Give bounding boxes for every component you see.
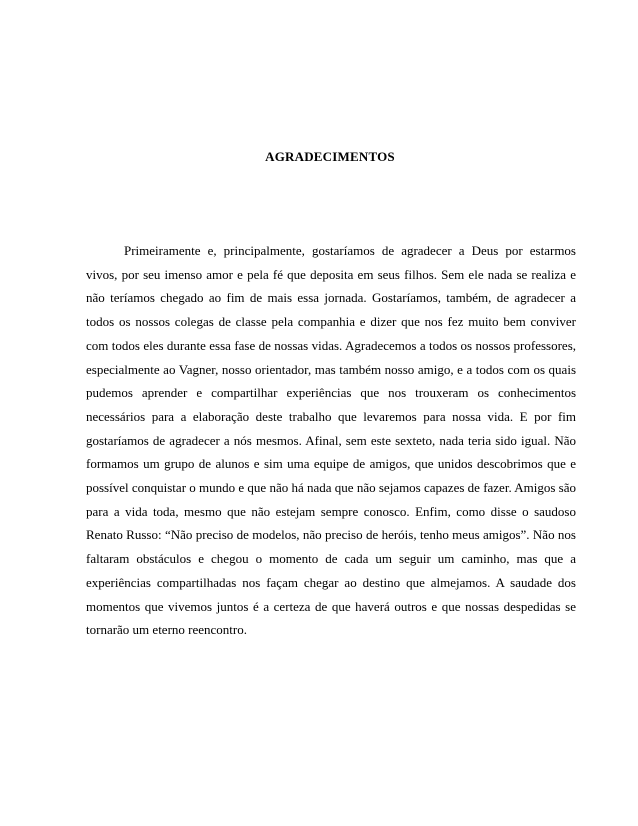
acknowledgments-paragraph: Primeiramente e, principalmente, gostaríamos de agradecer a Deus por estarmos vivos, por seu imenso amor e pela fé que deposita em seus filhos. Sem ele nada se realiza e não teríamos chegado ao fim de mais essa jornada. Gostaríamos, também, de agradecer a todos os nossos colegas de classe pela companhia e dizer que nos fez muito bem conviver com todos eles durante essa fase de nossas vidas. Agradecemos a todos os nossos professores, especialmente ao Vagner, nosso orientador, mas também nosso amigo, e a todos com os quais pudemos aprender e compartilhar experiências que nos trouxeram os conhecimentos necessários para a elaboração deste trabalho que levaremos para nossa vida. E por fim gostaríamos de agradecer a nós mesmos. Afinal, sem este sexteto, nada teria sido igual. Não formamos um grupo de alunos e sim uma equipe de amigos, que unidos descobrimos que e possível conquistar o mundo e que não há nada que não sejamos capazes de fazer. Amigos são para a vida toda, mesmo que não estejam sempre conosco. Enfim, como disse o saudoso Renato Russo: “Não preciso de modelos, não preciso de heróis, tenho meus amigos”. Não nos faltaram obstáculos e chegou o momento de cada um seguir um caminho, mas que a experiências compartilhadas nos façam chegar ao destino que almejamos. A saudade dos momentos que vivemos juntos é a certeza de que haverá outros e que nossas despedidas se tornarão um eterno reencontro.	[86, 243, 576, 638]
page-title: AGRADECIMENTOS	[265, 149, 395, 164]
